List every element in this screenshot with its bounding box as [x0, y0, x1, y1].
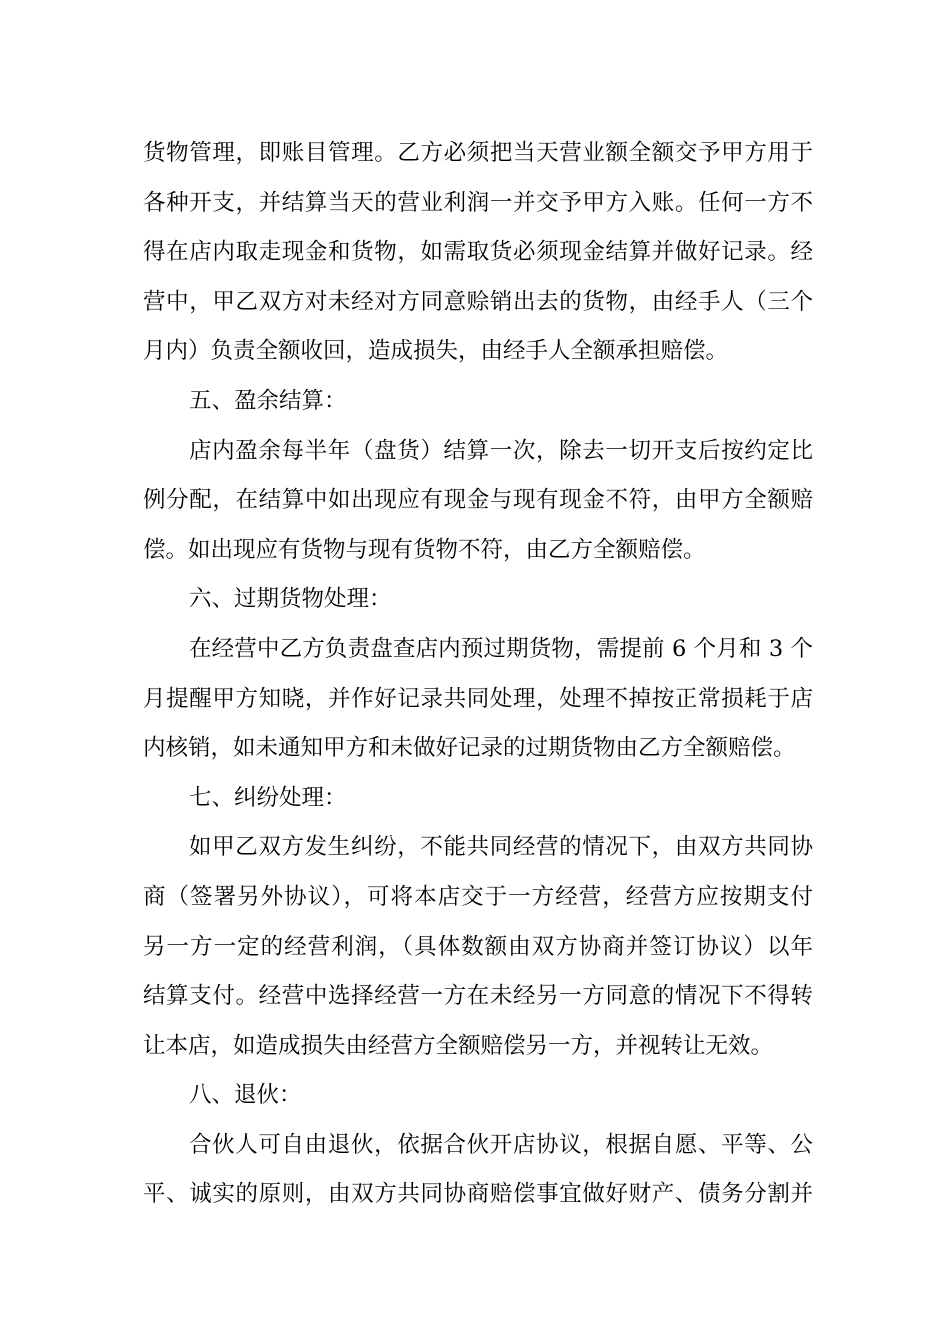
- text-line: 月提醒甲方知晓，并作好记录共同处理，处理不掉按正常损耗于店: [143, 685, 813, 712]
- text-line: 结算支付。经营中选择经营一方在未经另一方同意的情况下不得转: [143, 983, 813, 1010]
- text-line: 得在店内取走现金和货物，如需取货必须现金结算并做好记录。经: [143, 239, 813, 266]
- section-heading: 七、纠纷处理：: [189, 784, 347, 811]
- text-line: 让本店，如造成损失由经营方全额赔偿另一方，并视转让无效。: [143, 1032, 774, 1059]
- text-line: 各种开支，并结算当天的营业利润一并交予甲方入账。任何一方不: [143, 189, 813, 216]
- document-body: [143, 129, 813, 1220]
- text-line: 另一方一定的经营利润，（具体数额由双方协商并签订协议）以年: [143, 933, 813, 960]
- text-line: 店内盈余每半年（盘货）结算一次，除去一切开支后按约定比: [189, 437, 813, 464]
- text-line: 商（签署另外协议），可将本店交于一方经营，经营方应按期支付: [143, 883, 813, 910]
- text-line: 偿。如出现应有货物与现有货物不符，由乙方全额赔偿。: [143, 536, 706, 563]
- text-line: 营中，甲乙双方对未经对方同意赊销出去的货物，由经手人（三个: [143, 288, 813, 315]
- section-heading: 六、过期货物处理：: [189, 586, 392, 613]
- text-line: 在经营中乙方负责盘查店内预过期货物，需提前 6 个月和 3 个: [189, 635, 813, 662]
- text-line: 内核销，如未通知甲方和未做好记录的过期货物由乙方全额赔偿。: [143, 735, 796, 762]
- text-line: 如甲乙双方发生纠纷，不能共同经营的情况下，由双方共同协: [189, 834, 813, 861]
- text-line: 货物管理，即账目管理。乙方必须把当天营业额全额交予甲方用于: [143, 140, 813, 166]
- text-line: 合伙人可自由退伙，依据合伙开店协议，根据自愿、平等、公: [189, 1131, 813, 1158]
- section-heading: 五、盈余结算：: [189, 387, 347, 414]
- text-line: 平、诚实的原则，由双方共同协商赔偿事宜做好财产、债务分割并: [143, 1181, 813, 1208]
- section-heading: 八、退伙：: [189, 1082, 302, 1109]
- text-line: 例分配，在结算中如出现应有现金与现有现金不符，由甲方全额赔: [143, 487, 813, 514]
- text-line: 月内）负责全额收回，造成损失，由经手人全额承担赔偿。: [143, 338, 729, 365]
